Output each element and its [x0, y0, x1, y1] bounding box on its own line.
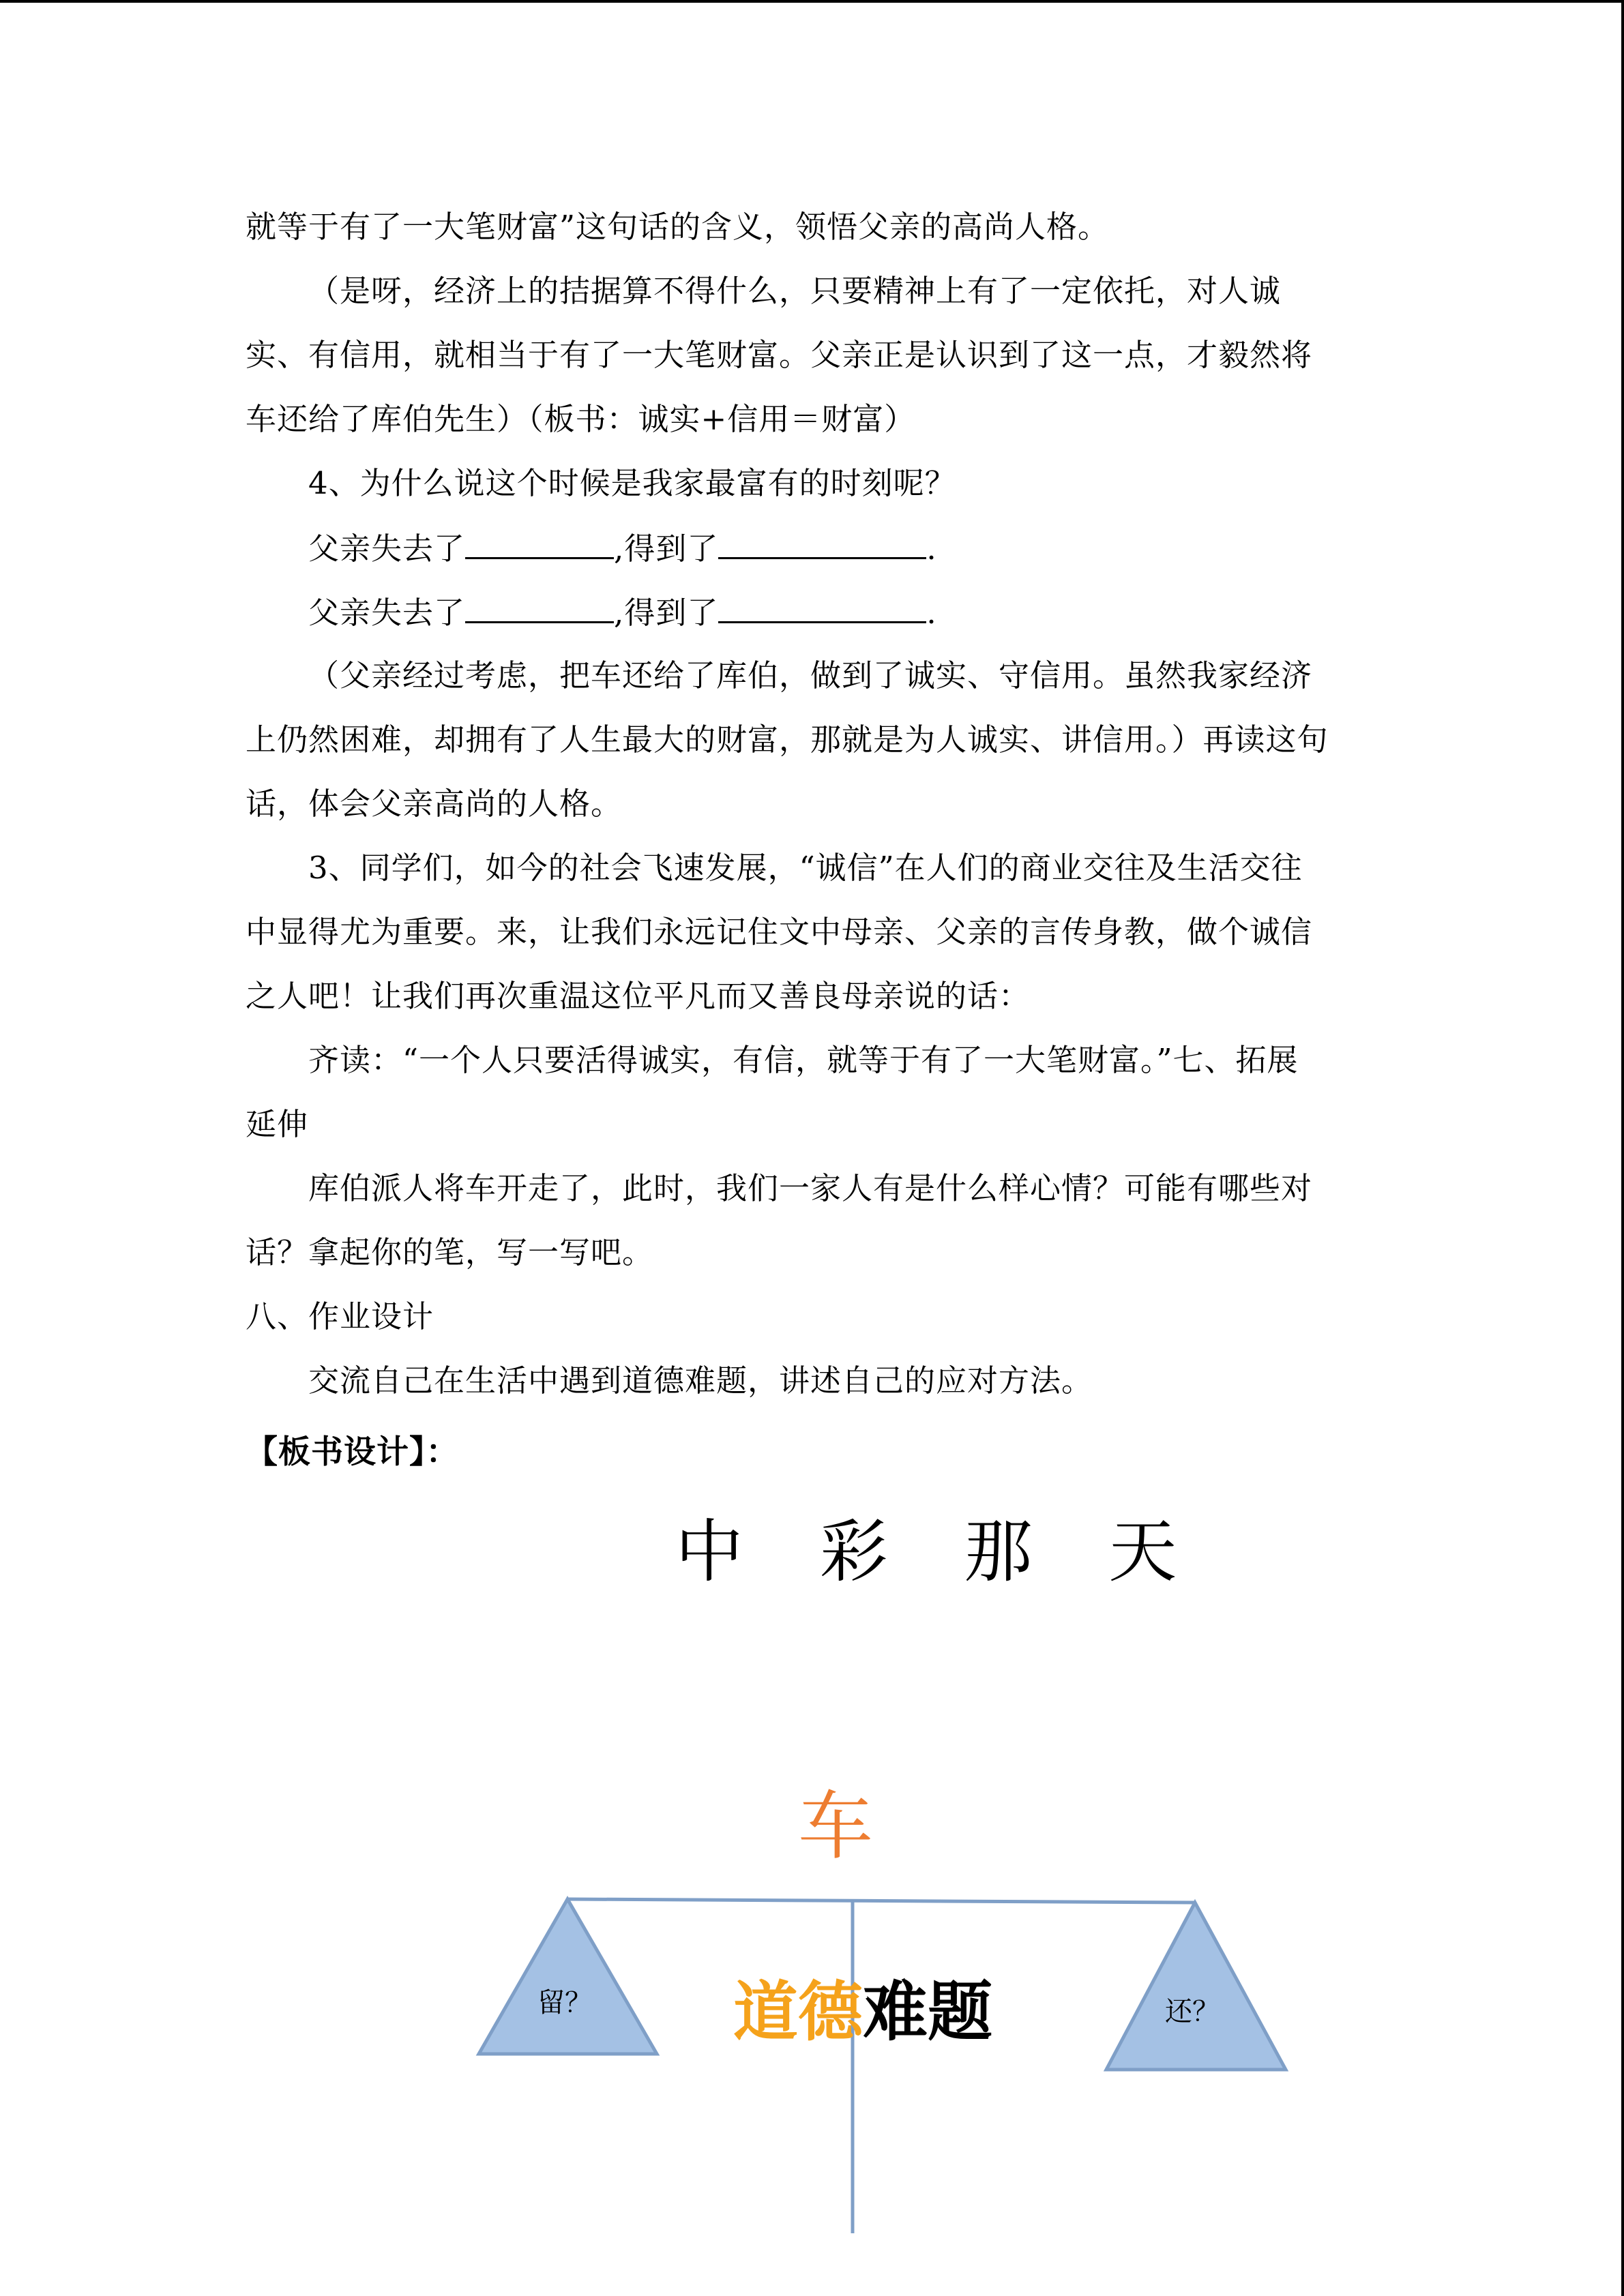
section-heading: 八、作业设计: [246, 1298, 434, 1335]
dilemma-orange-text: 道德: [733, 1974, 863, 2050]
fill-text: 父亲失去了: [308, 531, 466, 567]
paragraph-line: 之人吧！让我们再次重温这位平凡而又善良母亲说的话：: [246, 978, 1031, 1014]
fill-text: 父亲失去了: [308, 595, 466, 631]
left-triangle-label: 留？: [537, 1987, 592, 2018]
right-triangle: [1106, 1903, 1286, 2070]
paragraph-line: 3、同学们，如今的社会飞速发展，“诚信”在人们的商业交往及生活交往: [308, 850, 1303, 886]
right-triangle-label: 还？: [1165, 1996, 1220, 2027]
paragraph-line: 车还给了库伯先生）（板书：诚实+信用＝财富）: [246, 401, 916, 437]
paragraph-line: 延伸: [246, 1106, 309, 1142]
scale-beam: [567, 1899, 1195, 1903]
paragraph-line: 库伯派人将车开走了，此时，我们一家人有是什么样心情？可能有哪些对: [308, 1170, 1313, 1206]
fill-text: .: [926, 595, 937, 631]
paragraph-line: 中显得尤为重要。来，让我们永远记住文中母亲、父亲的言传身教，做个诚信: [246, 914, 1313, 950]
question-line: 4、为什么说这个时候是我家最富有的时刻呢？: [308, 465, 956, 501]
paragraph-line: 话？拿起你的笔，写一写吧。: [246, 1234, 654, 1270]
paragraph-line: （是呀，经济上的拮据算不得什么，只要精神上有了一定依托，对人诚: [308, 273, 1282, 309]
fill-text: ,得到了: [614, 531, 719, 567]
left-triangle: [479, 1899, 657, 2054]
dilemma-black-text: 难题: [863, 1974, 993, 2050]
board-title: 中 彩 那 天: [675, 1512, 1205, 1592]
car-label: 车: [798, 1783, 873, 1870]
paragraph-line: 上仍然困难，却拥有了人生最大的财富，那就是为人诚实、讲信用。）再读这句: [246, 721, 1329, 758]
paragraph-line: 话，体会父亲高尚的人格。: [246, 786, 623, 822]
paragraph-line: 齐读：“一个人只要活得诚实，有信，就等于有了一大笔财富。”七、拓展: [308, 1042, 1299, 1078]
paragraph-line: 实、有信用，就相当于有了一大笔财富。父亲正是认识到了这一点，才毅然将: [246, 337, 1313, 373]
board-design-heading: 【板书设计】：: [246, 1433, 459, 1471]
fill-text: .: [926, 531, 937, 567]
moral-dilemma-label: [733, 1960, 992, 2053]
paragraph-line: 交流自己在生活中遇到道德难题，讲述自己的应对方法。: [308, 1362, 1093, 1399]
paragraph-line: 就等于有了一大笔财富”这句话的含义，领悟父亲的高尚人格。: [246, 209, 1110, 245]
fill-text: ,得到了: [614, 595, 719, 631]
paragraph-line: （父亲经过考虑，把车还给了库伯，做到了诚实、守信用。虽然我家经济: [308, 657, 1313, 694]
